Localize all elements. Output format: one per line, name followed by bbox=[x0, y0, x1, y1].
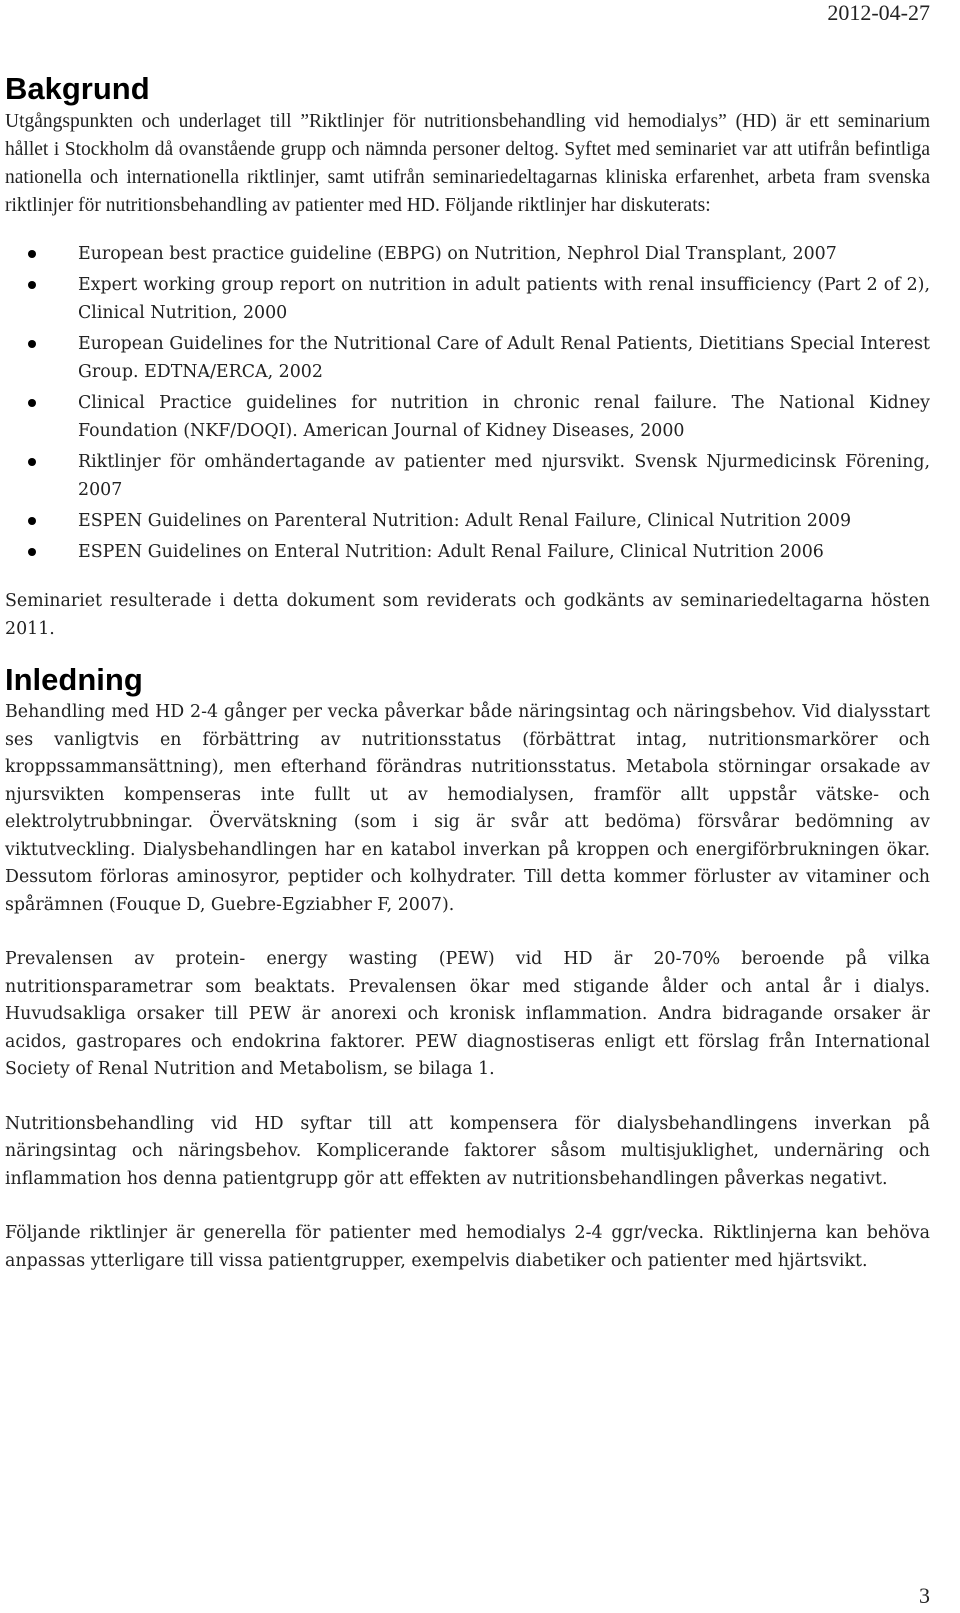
list-item: Riktlinjer för omhändertagande av patienter med njursvikt. Svensk Njurmedicinsk Förening, 2007 bbox=[5, 448, 930, 504]
bakgrund-intro: Utgångspunkten och underlaget till ”Riktlinjer för nutritionsbehandling vid hemodialys” (HD) är ett seminarium hållet i Stockholm då ovanstående grupp och nämnda personer deltog. Syftet med seminariet var att utifrån befintliga nationella och internationella riktlinjer, samt utifrån seminariedeltagarnas kliniska erfarenhet, arbeta fram svenska riktlinjer för nutritionsbehandling av patienter med HD. Följande riktlinjer har diskuterats: bbox=[5, 111, 930, 216]
inledning-paragraph: Nutritionsbehandling vid HD syftar till att kompensera för dialysbehandlingens inverkan på näringsintag och näringsbehov. Komplicerande faktorer såsom multisjuklighet, undernäring och inflammation hos denna patientgrupp gör att effekten av nutritionsbehandlingen påverkas negativt. bbox=[5, 1113, 930, 1189]
inledning-paragraph: Följande riktlinjer är generella för patienter med hemodialys 2-4 ggr/vecka. Riktlinjerna kan behöva anpassas ytterligare till vissa patientgrupper, exempelvis diabetiker och patienter med hjärtsvikt. bbox=[5, 1223, 930, 1271]
bullet-icon bbox=[28, 548, 36, 556]
bullet-icon bbox=[28, 340, 36, 348]
section-heading-inledning: Inledning bbox=[5, 662, 143, 697]
guideline-list bbox=[5, 240, 930, 566]
section-heading-bakgrund: Bakgrund bbox=[5, 71, 150, 106]
bullet-icon bbox=[28, 458, 36, 466]
page-number: 3 bbox=[919, 1583, 930, 1608]
bullet-icon bbox=[28, 399, 36, 407]
list-item: Clinical Practice guidelines for nutrition in chronic renal failure. The National Kidney Foundation (NKF/DOQI). American Journal of Kidney Diseases, 2000 bbox=[5, 389, 930, 445]
page-date: 2012-04-27 bbox=[827, 0, 930, 25]
list-item: European Guidelines for the Nutritional Care of Adult Renal Patients, Dietitians Special Interest Group. EDTNA/ERCA, 2002 bbox=[5, 330, 930, 386]
list-item: Expert working group report on nutrition in adult patients with renal insufficiency (Part 2 of 2), Clinical Nutrition, 2000 bbox=[5, 271, 930, 327]
bullet-icon bbox=[28, 517, 36, 525]
bullet-icon bbox=[28, 250, 36, 258]
inledning-paragraph: Behandling med HD 2-4 gånger per vecka påverkar både näringsintag och näringsbehov. Vid dialysstart ses vanligtvis en förbättring av nutritionsstatus (förbättrat intag, nutritionsmarkörer och kroppssammansättning), men efterhand förändras nutritionsstatus. Metabola störningar orsakade av njursvikten kompenseras inte fullt ut av hemodialysen, framför allt uppstår vätske- och elektrolytrubbningar. Övervätskning (som i sig är svår att bedöma) försvårar bedömning av viktutveckling. Dialysbehandlingen har en katabol inverkan på kroppen och energiförbrukningen ökar. Dessutom förloras aminosyror, peptider och kolhydrater. Till detta kommer förluster av vitaminer och spårämnen (Fouque D, Guebre-Egziabher F, 2007). bbox=[5, 702, 930, 915]
list-item: European best practice guideline (EBPG) on Nutrition, Nephrol Dial Transplant, 2007 bbox=[5, 240, 930, 268]
list-item: ESPEN Guidelines on Enteral Nutrition: Adult Renal Failure, Clinical Nutrition 2006 bbox=[5, 538, 930, 566]
document-body bbox=[5, 70, 930, 1275]
bakgrund-conclusion: Seminariet resulterade i detta dokument som reviderats och godkänts av seminariedeltagarna hösten 2011. bbox=[5, 591, 930, 639]
bullet-icon bbox=[28, 281, 36, 289]
list-item: ESPEN Guidelines on Parenteral Nutrition: Adult Renal Failure, Clinical Nutrition 2009 bbox=[5, 507, 930, 535]
inledning-paragraph: Prevalensen av protein- energy wasting (PEW) vid HD är 20-70% beroende på vilka nutritionsparametrar som beaktats. Prevalensen ökar med stigande ålder och antal år i dialys. Huvudsakliga orsaker till PEW är anorexi och kronisk inflammation. Andra bidragande orsaker är acidos, gastropares och endokrina faktorer. PEW diagnostiseras enligt ett förslag från International Society of Renal Nutrition and Metabolism, se bilaga 1. bbox=[5, 949, 930, 1079]
